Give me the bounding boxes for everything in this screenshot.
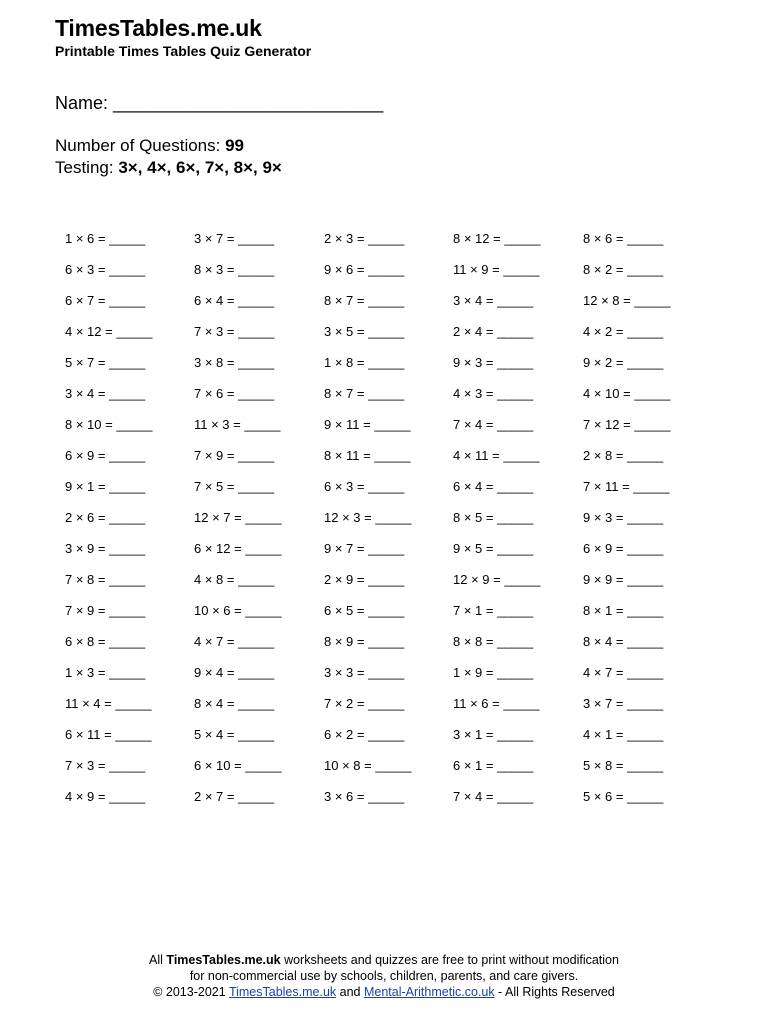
question-item: 7 × 3 = _____ — [65, 758, 146, 773]
footer — [0, 952, 768, 1000]
question-item: 6 × 3 = _____ — [324, 479, 405, 494]
name-label: Name: — [55, 93, 109, 113]
question-item: 3 × 7 = _____ — [583, 696, 664, 711]
question-item: 7 × 8 = _____ — [65, 572, 146, 587]
num-questions-value: 99 — [225, 136, 245, 155]
question-item: 12 × 9 = _____ — [453, 572, 541, 587]
question-item: 6 × 9 = _____ — [65, 448, 146, 463]
question-item: 6 × 8 = _____ — [65, 634, 146, 649]
site-subtitle: Printable Times Tables Quiz Generator — [55, 43, 312, 59]
question-item: 4 × 1 = _____ — [583, 727, 664, 742]
question-item: 7 × 9 = _____ — [65, 603, 146, 618]
question-item: 4 × 9 = _____ — [65, 789, 146, 804]
testing-label: Testing: — [55, 158, 114, 177]
testing-value: 3×, 4×, 6×, 7×, 8×, 9× — [118, 158, 282, 177]
question-item: 11 × 3 = _____ — [194, 417, 281, 432]
question-item: 1 × 6 = _____ — [65, 231, 146, 246]
question-item: 4 × 7 = _____ — [194, 634, 275, 649]
question-item: 4 × 12 = _____ — [65, 324, 153, 339]
question-item: 8 × 6 = _____ — [583, 231, 664, 246]
question-item: 7 × 3 = _____ — [194, 324, 275, 339]
question-item: 1 × 8 = _____ — [324, 355, 405, 370]
question-item: 7 × 4 = _____ — [453, 417, 534, 432]
question-item: 9 × 1 = _____ — [65, 479, 146, 494]
question-item: 9 × 2 = _____ — [583, 355, 664, 370]
question-item: 2 × 9 = _____ — [324, 572, 405, 587]
question-item: 2 × 7 = _____ — [194, 789, 275, 804]
question-item: 5 × 6 = _____ — [583, 789, 664, 804]
name-blank: ___________________________ — [113, 93, 384, 113]
question-item: 8 × 1 = _____ — [583, 603, 664, 618]
question-item: 8 × 5 = _____ — [453, 510, 534, 525]
footer-text: - All Rights Reserved — [494, 985, 615, 999]
question-item: 8 × 7 = _____ — [324, 293, 405, 308]
question-item: 3 × 8 = _____ — [194, 355, 275, 370]
mental-arithmetic-link[interactable]: Mental-Arithmetic.co.uk — [363, 985, 495, 999]
question-item: 8 × 11 = _____ — [324, 448, 411, 463]
question-item: 7 × 12 = _____ — [583, 417, 671, 432]
footer-text: worksheets and quizzes are free to print without modification — [280, 953, 619, 967]
question-item: 4 × 8 = _____ — [194, 572, 275, 587]
footer-line-3 — [0, 984, 768, 1000]
footer-line-2: for non-commercial use by schools, children, parents, and care givers. — [189, 969, 579, 983]
question-item: 12 × 8 = _____ — [583, 293, 671, 308]
question-item: 5 × 4 = _____ — [194, 727, 275, 742]
question-item: 3 × 4 = _____ — [65, 386, 146, 401]
question-item: 2 × 4 = _____ — [453, 324, 534, 339]
question-item: 7 × 4 = _____ — [453, 789, 534, 804]
question-item: 7 × 6 = _____ — [194, 386, 275, 401]
question-item: 8 × 4 = _____ — [194, 696, 275, 711]
question-item: 7 × 11 = _____ — [583, 479, 670, 494]
question-item: 7 × 2 = _____ — [324, 696, 405, 711]
question-item: 3 × 1 = _____ — [453, 727, 534, 742]
copyright-text: © 2013-2021 — [153, 985, 229, 999]
question-item: 1 × 3 = _____ — [65, 665, 146, 680]
question-item: 6 × 5 = _____ — [324, 603, 405, 618]
question-item: 12 × 3 = _____ — [324, 510, 412, 525]
question-item: 5 × 7 = _____ — [65, 355, 146, 370]
question-item: 3 × 3 = _____ — [324, 665, 405, 680]
question-item: 3 × 5 = _____ — [324, 324, 405, 339]
question-item: 3 × 9 = _____ — [65, 541, 146, 556]
question-item: 2 × 3 = _____ — [324, 231, 405, 246]
question-item: 6 × 11 = _____ — [65, 727, 152, 742]
footer-text: All — [149, 953, 167, 967]
question-item: 6 × 10 = _____ — [194, 758, 282, 773]
timestables-link[interactable]: TimesTables.me.uk — [228, 985, 337, 999]
site-title: TimesTables.me.uk — [55, 15, 262, 41]
question-item: 10 × 8 = _____ — [324, 758, 412, 773]
question-item: 10 × 6 = _____ — [194, 603, 282, 618]
question-item: 8 × 8 = _____ — [453, 634, 534, 649]
question-item: 9 × 5 = _____ — [453, 541, 534, 556]
question-item: 9 × 3 = _____ — [583, 510, 664, 525]
question-item: 9 × 4 = _____ — [194, 665, 275, 680]
question-item: 6 × 3 = _____ — [65, 262, 146, 277]
question-item: 7 × 1 = _____ — [453, 603, 534, 618]
question-item: 6 × 12 = _____ — [194, 541, 282, 556]
question-item: 7 × 9 = _____ — [194, 448, 275, 463]
question-item: 9 × 3 = _____ — [453, 355, 534, 370]
question-item: 3 × 6 = _____ — [324, 789, 405, 804]
question-item: 12 × 7 = _____ — [194, 510, 282, 525]
question-item: 9 × 11 = _____ — [324, 417, 411, 432]
question-item: 6 × 2 = _____ — [324, 727, 405, 742]
question-item: 8 × 12 = _____ — [453, 231, 541, 246]
question-item: 6 × 4 = _____ — [453, 479, 534, 494]
question-item: 11 × 4 = _____ — [65, 696, 152, 711]
question-item: 6 × 1 = _____ — [453, 758, 534, 773]
question-item: 3 × 7 = _____ — [194, 231, 275, 246]
question-item: 9 × 7 = _____ — [324, 541, 405, 556]
question-item: 4 × 2 = _____ — [583, 324, 664, 339]
question-item: 2 × 8 = _____ — [583, 448, 664, 463]
question-item: 1 × 9 = _____ — [453, 665, 534, 680]
question-item: 8 × 3 = _____ — [194, 262, 275, 277]
question-item: 6 × 7 = _____ — [65, 293, 146, 308]
question-item: 2 × 6 = _____ — [65, 510, 146, 525]
question-item: 9 × 6 = _____ — [324, 262, 405, 277]
question-item: 3 × 4 = _____ — [453, 293, 534, 308]
num-questions-label: Number of Questions: — [55, 136, 221, 155]
question-item: 6 × 9 = _____ — [583, 541, 664, 556]
question-item: 6 × 4 = _____ — [194, 293, 275, 308]
question-item: 8 × 9 = _____ — [324, 634, 405, 649]
question-item: 4 × 3 = _____ — [453, 386, 534, 401]
footer-text: and — [336, 985, 364, 999]
footer-line-1 — [0, 952, 768, 968]
question-item: 8 × 4 = _____ — [583, 634, 664, 649]
question-item: 9 × 9 = _____ — [583, 572, 664, 587]
question-item: 7 × 5 = _____ — [194, 479, 275, 494]
footer-brand: TimesTables.me.uk — [166, 953, 281, 967]
question-item: 4 × 10 = _____ — [583, 386, 671, 401]
question-item: 5 × 8 = _____ — [583, 758, 664, 773]
question-item: 4 × 11 = _____ — [453, 448, 540, 463]
question-item: 4 × 7 = _____ — [583, 665, 664, 680]
question-item: 8 × 10 = _____ — [65, 417, 153, 432]
question-item: 8 × 2 = _____ — [583, 262, 664, 277]
question-item: 11 × 9 = _____ — [453, 262, 540, 277]
question-item: 11 × 6 = _____ — [453, 696, 540, 711]
question-item: 8 × 7 = _____ — [324, 386, 405, 401]
